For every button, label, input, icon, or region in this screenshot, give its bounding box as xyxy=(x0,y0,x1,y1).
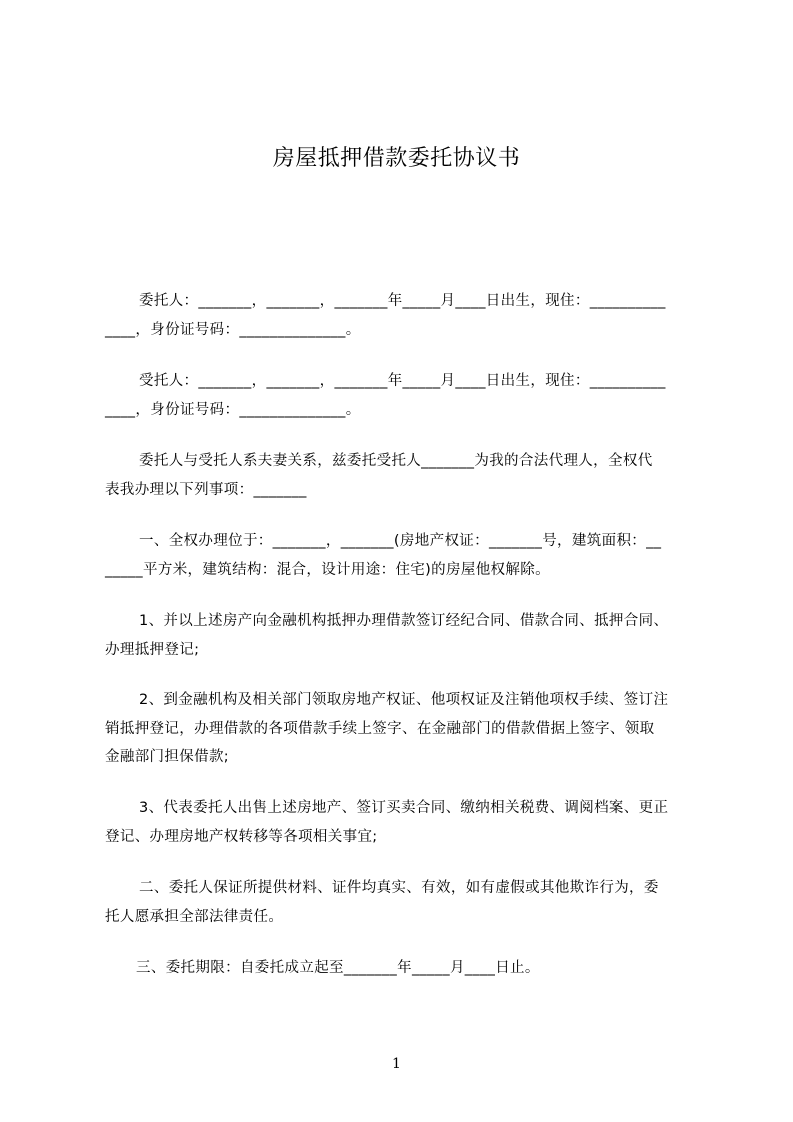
relationship-statement-line-1: 委托人与受托人系夫妻关系，兹委托受托人_______为我的合法代理人，全权代 xyxy=(139,453,653,469)
clause-1-item-2-line-2: 销抵押登记，办理借款的各项借款手续上签字、在金融部门的借款借据上签字、领取 xyxy=(105,721,655,737)
clause-3-line-1: 三、委托期限：自委托成立起至_______年_____月____日止。 xyxy=(136,960,540,976)
clause-1-item-2-line-3: 金融部门担保借款; xyxy=(105,749,230,765)
clause-1-item-3-line-2: 登记、办理房地产权转移等各项相关事宜; xyxy=(105,829,378,845)
principal-info-line-2: ____，身份证号码：______________。 xyxy=(105,322,361,338)
clause-1-item-1-line-1: 1、并以上述房产向金融机构抵押办理借款签订经纪合同、借款合同、抵押合同、 xyxy=(139,613,669,629)
clause-1-line-2: _____平方米，建筑结构：混合，设计用途：住宅)的房屋他权解除。 xyxy=(105,562,550,578)
clause-1-item-1-line-2: 办理抵押登记; xyxy=(105,642,200,658)
agent-info-line-2: ____，身份证号码：______________。 xyxy=(105,402,361,418)
principal-info-line-1: 委托人：_______，_______，_______年_____月____日出生，现住：__________ xyxy=(139,293,666,309)
clause-1-item-2-line-1: 2、到金融机构及相关部门领取房地产权证、他项权证及注销他项权手续、签订注 xyxy=(139,692,669,708)
relationship-statement-line-2: 表我办理以下列事项：_______ xyxy=(105,482,307,498)
clause-2-line-1: 二、委托人保证所提供材料、证件均真实、有效，如有虚假或其他欺诈行为，委 xyxy=(139,880,659,896)
clause-1-line-1: 一、全权办理位于：_______，_______(房地产权证：_______号，建筑面积：__ xyxy=(139,533,662,549)
clause-2-line-2: 托人愿承担全部法律责任。 xyxy=(105,909,284,925)
clause-1-item-3-line-1: 3、代表委托人出售上述房地产、签订买卖合同、缴纳相关税费、调阅档案、更正 xyxy=(139,800,669,816)
agent-info-line-1: 受托人：_______，_______，_______年_____月____日出生，现住：__________ xyxy=(139,373,666,389)
document-title: 房屋抵押借款委托协议书 xyxy=(272,146,521,171)
page-number: 1 xyxy=(392,1056,401,1072)
